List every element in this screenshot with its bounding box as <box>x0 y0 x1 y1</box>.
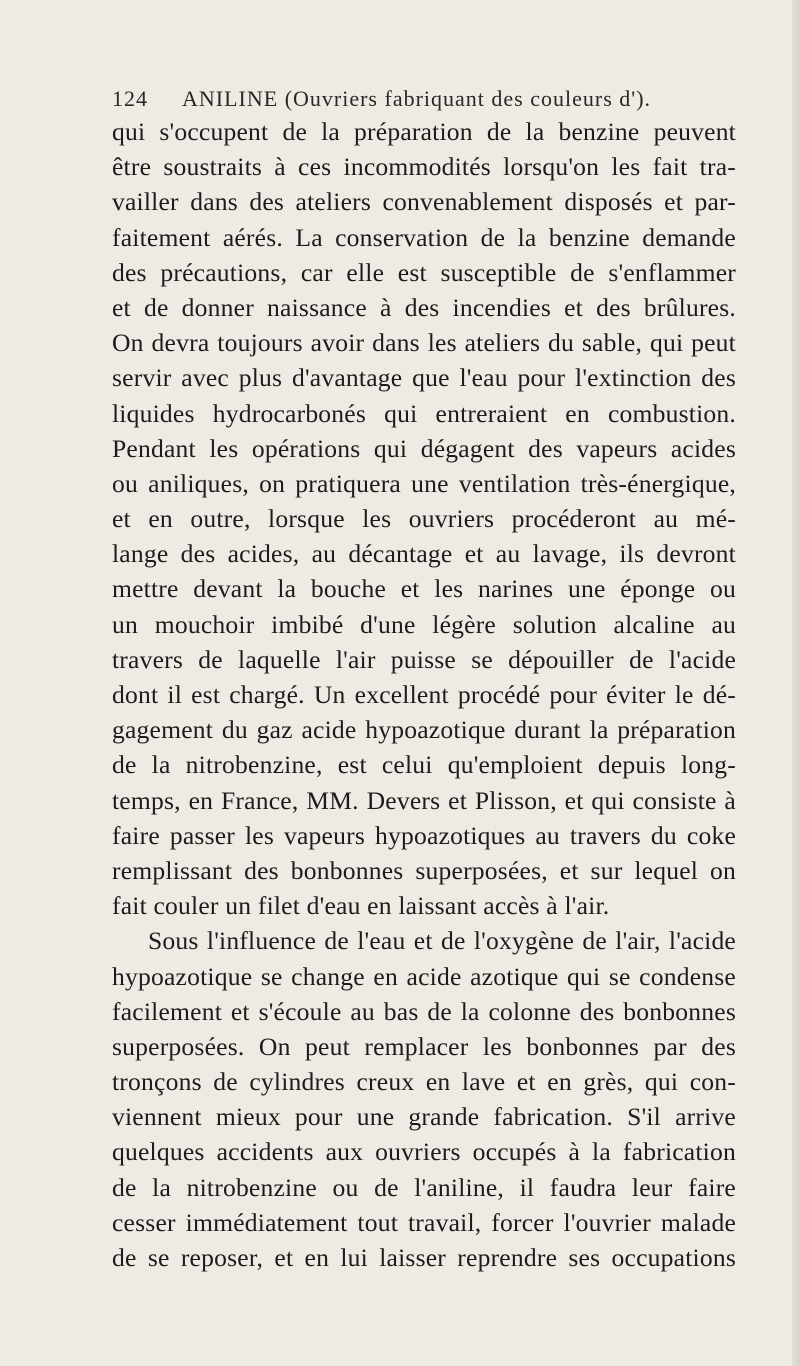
text-line: Pendant les opérations qui dégagent des vapeurs acides <box>112 433 736 463</box>
text-line: temps, en France, MM. Devers et Plisson, et qui consiste à <box>112 785 736 815</box>
text-line: On devra toujours avoir dans les ateliers du sable, qui peut <box>112 328 736 358</box>
text-line: travers de laquelle l'air puisse se dépouiller de l'acide <box>112 644 736 674</box>
text-line: remplissant des bonbonnes superposées, et sur lequel on <box>112 855 736 885</box>
text-line: qui s'occupent de la préparation de la benzine peuvent <box>112 117 736 146</box>
text-line: un mouchoir imbibé d'une légère solution alcaline au <box>112 609 736 639</box>
text-line: faire passer les vapeurs hypoazotiques au travers du coke <box>112 820 736 850</box>
text-line: cesser immédiatement tout travail, forcer l'ouvrier malade <box>112 1207 736 1237</box>
text-line: servir avec plus d'avantage que l'eau pour l'extinction des <box>112 363 736 393</box>
page-number: 124 <box>112 86 148 111</box>
text-line: fait couler un filet d'eau en laissant accès à l'air. <box>112 891 610 921</box>
text-line: tronçons de cylindres creux en lave et en grès, qui con- <box>112 1067 736 1097</box>
text-line: de la nitrobenzine, est celui qu'emploient depuis long- <box>112 750 736 780</box>
body-text <box>112 114 736 1275</box>
text-line: être soustraits à ces incommodités lorsqu'on les fait tra- <box>112 152 736 182</box>
running-title: ANILINE (Ouvriers fabriquant des couleurs d'). <box>182 86 652 111</box>
text-line: de la nitrobenzine ou de l'aniline, il faudra leur faire <box>112 1172 736 1202</box>
text-line: superposées. On peut remplacer les bonbonnes par des <box>112 1031 736 1061</box>
text-line: hypoazotique se change en acide azotique qui se condense <box>112 961 736 991</box>
text-line: Sous l'influence de l'eau et de l'oxygène de l'air, l'acide <box>148 926 736 956</box>
text-line: et en outre, lorsque les ouvriers procéderont au mé- <box>112 504 736 534</box>
text-line: lange des acides, au décantage et au lavage, ils devront <box>112 539 736 569</box>
page-edge-shadow <box>792 0 800 1366</box>
running-head <box>112 82 712 116</box>
text-line: des précautions, car elle est susceptible de s'enflammer <box>112 257 736 287</box>
text-line: quelques accidents aux ouvriers occupés à la fabrication <box>112 1137 736 1167</box>
text-line: mettre devant la bouche et les narines une éponge ou <box>112 574 736 604</box>
text-line: viennent mieux pour une grande fabrication. S'il arrive <box>112 1102 736 1132</box>
text-line: vailler dans des ateliers convenablement disposés et par- <box>112 187 736 217</box>
text-line: gagement du gaz acide hypoazotique durant la préparation <box>112 715 736 745</box>
text-line: dont il est chargé. Un excellent procédé pour éviter le dé- <box>112 680 736 709</box>
text-line: facilement et s'écoule au bas de la colonne des bonbonnes <box>112 996 736 1026</box>
text-line: faitement aérés. La conservation de la benzine demande <box>112 222 736 252</box>
text-line: ou aniliques, on pratiquera une ventilation très-énergique, <box>112 468 736 498</box>
text-line: liquides hydrocarbonés qui entreraient en combustion. <box>112 398 736 428</box>
text-line: de se reposer, et en lui laisser reprendre ses occupations <box>112 1243 736 1272</box>
text-line: et de donner naissance à des incendies et des brûlures. <box>112 292 736 322</box>
